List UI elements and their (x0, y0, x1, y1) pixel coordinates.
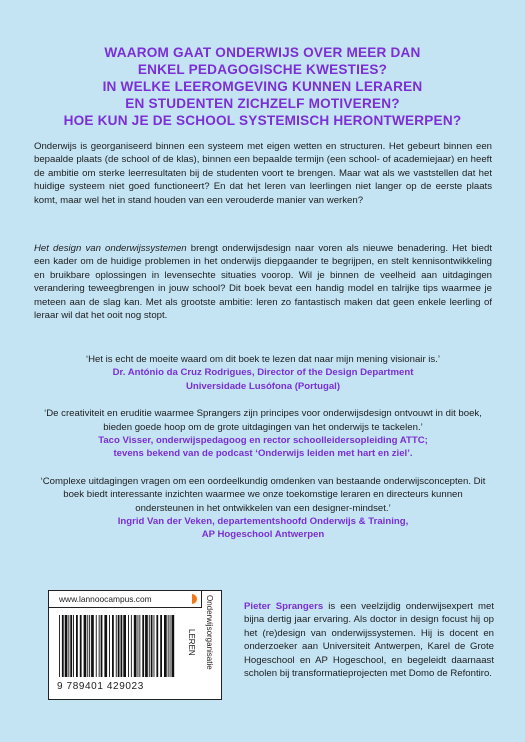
endorsement-quote (34, 407, 492, 461)
barcode-bar (131, 615, 132, 677)
barcode-bar (128, 615, 129, 677)
barcode-bar (70, 615, 72, 677)
isbn-number: 9 789401 429023 (57, 681, 144, 692)
barcode-bar (145, 615, 148, 677)
book-description-paragraph (34, 242, 492, 322)
barcode-bar (65, 615, 68, 677)
barcode-bar (118, 615, 120, 677)
quote-attribution: tevens bekend van de podcast ‘Onderwijs leiden met hart en ziel’. (113, 448, 413, 460)
quote-attribution: Taco Visser, onderwijspedagoog en rector schoolleidersopleiding ATTC; (98, 435, 428, 447)
category-label: Onderwijsorganisatie (205, 595, 214, 670)
quote-attribution: Universidade Lusófona (Portugal) (185, 380, 341, 392)
barcode-bar (121, 615, 123, 677)
barcode-bar (104, 615, 107, 677)
barcode-bar (123, 615, 126, 677)
headline-line: HOE KUN JE DE SCHOOL SYSTEMISCH HERONTWERPEN? (63, 113, 462, 128)
barcode-bar (112, 615, 114, 677)
headline-line: ENKEL PEDAGOGISCHE KWESTIES? (137, 62, 388, 77)
barcode-bar (134, 615, 137, 677)
headline-line: EN STUDENTEN ZICHZELF MOTIVEREN? (125, 96, 400, 111)
barcode-bar (139, 615, 140, 677)
barcode-bar (89, 615, 90, 677)
headline-line: IN WELKE LEEROMGEVING KUNNEN LERAREN (102, 79, 423, 94)
quote-attribution: Ingrid Van der Veken, departementshoofd Onderwijs & Training, (117, 516, 409, 528)
barcode-bar (109, 615, 110, 677)
quote-attribution: Dr. António da Cruz Rodrigues, Director of the Design Department (112, 367, 414, 379)
barcode-bar (154, 615, 155, 677)
barcode-bar (160, 615, 162, 677)
barcode-bar (80, 615, 82, 677)
barcode-bar (73, 615, 74, 677)
endorsement-quote (34, 475, 492, 542)
series-label: LEREN (187, 629, 196, 656)
author-bio (244, 600, 494, 680)
headline-line: WAAROM GAAT ONDERWIJS OVER MEER DAN (104, 45, 421, 60)
barcode-bar (68, 615, 69, 677)
barcode-panel (48, 590, 185, 700)
quote-text: ‘Complexe uitdagingen vragen om een oordeelkundig omdenken van bestaande onderwijsconcepten. Dit boek biedt interessante inzichten waarmee we onze toekomstige leraren en directeurs kunnen ondersteunen in het ontwikkelen van een designer-mindset.’ (40, 475, 486, 514)
barcode-bar (156, 615, 158, 677)
barcode-bar (87, 615, 88, 677)
barcode-bar (62, 615, 64, 677)
category-panel (183, 590, 222, 700)
publisher-logo-icon (187, 594, 197, 604)
barcode-bar (138, 615, 139, 677)
description-text: brengt onderwijsdesign naar voren als nieuwe benadering. Het biedt een kader om de huidige problemen in het onderwijs diepgaander te begrijpen, en stelt kennisontwikkeling en bruikbare oplossingen in levensechte situaties voorop. Wil je binnen de veelheid aan uitdagingen verandering teweegbrengen in jouw school? Dit boek bevat een handig model en talrijke tips waarmee je meteen aan de slag kan. Met als grootste ambitie: leren zo fantastisch maken dat geen enkele leerling of leraar wil dat het ooit nog stopt. (34, 243, 493, 322)
logo-cell (183, 591, 202, 608)
barcode-bar (116, 615, 117, 677)
barcode-bar (99, 615, 100, 677)
barcode-bar (76, 615, 78, 677)
barcode-bar (172, 615, 175, 677)
intro-paragraph: Onderwijs is georganiseerd binnen een systeem met eigen wetten en structuren. Het gebeurt binnen een bepaalde plaats (de school of de klas), binnen een bepaalde termijn (een school- of academiejaar) en heeft de ambitie om sterke leerresultaten bij de studenten voort te brengen. Maar wat als we vaststellen dat het huidige systeem niet goed functioneert? En dat het leren van leerlingen niet langer op de eerste plaats komt, maar wel het in stand houden van een verouderde manier van werken? (34, 141, 492, 206)
barcode-icon (59, 615, 177, 677)
barcode-bar (142, 615, 144, 677)
quote-attribution: AP Hogeschool Antwerpen (201, 529, 325, 541)
book-title: Het design van onderwijssystemen (34, 243, 187, 254)
author-bio-text: is een veelzijdig onderwijsexpert met bijna dertig jaar ervaring. Als doctor in design focust hij op het (re)design van onderwijssystemen. Hij is docent en onderzoeker aan Universiteit Antwerpen, Karel de Grote Hogeschool en AP Hogeschool, en begeleidt daarnaast scholen bij transformatieprojecten met Domo de Refontiro. (244, 601, 494, 680)
endorsements (34, 353, 492, 556)
barcode-bar (170, 615, 171, 677)
barcode-bar (151, 615, 153, 677)
barcode-bar (149, 615, 150, 677)
barcode-bar (168, 615, 169, 677)
quote-text: ‘De creativiteit en eruditie waarmee Sprangers zijn principes voor onderwijsdesign ontvouwt in dit boek, bieden goede hoop om de grote uitdagingen van het onderwijs te tackelen.’ (44, 408, 482, 433)
quote-text: ‘Het is echt de moeite waard om dit boek te lezen dat naar mijn mening visionair is.’ (85, 354, 441, 365)
cover-headline (30, 44, 495, 129)
barcode-bar (59, 615, 60, 677)
author-name: Pieter Sprangers (244, 601, 324, 612)
barcode-bar (96, 615, 97, 677)
barcode-bar (101, 615, 103, 677)
barcode-bar (84, 615, 87, 677)
barcode-bar (164, 615, 167, 677)
barcode-bar (91, 615, 94, 677)
endorsement-quote (34, 353, 492, 393)
publisher-url: www.lannoocampus.com (49, 591, 184, 608)
